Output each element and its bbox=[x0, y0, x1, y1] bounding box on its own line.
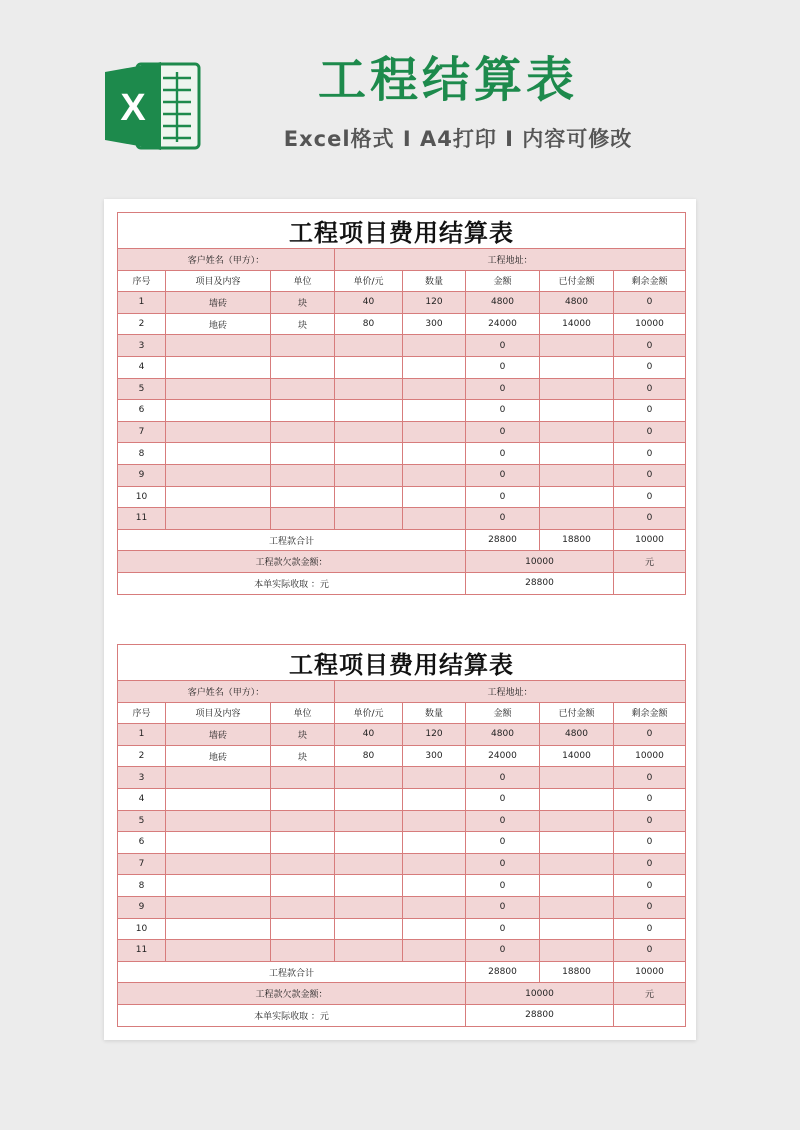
table-cell[interactable]: 0 bbox=[614, 940, 686, 962]
column-header[interactable]: 单价/元 bbox=[335, 270, 403, 292]
table-cell[interactable]: 3 bbox=[118, 335, 166, 357]
table-cell[interactable] bbox=[403, 378, 466, 400]
table-cell[interactable]: 0 bbox=[466, 378, 540, 400]
table-cell[interactable]: 24000 bbox=[466, 313, 540, 335]
table-row bbox=[118, 486, 686, 508]
table-cell[interactable]: 0 bbox=[614, 832, 686, 854]
project-address-cell[interactable]: 工程地址： bbox=[335, 249, 686, 271]
table-cell[interactable] bbox=[166, 940, 271, 962]
actual-value[interactable]: 28800 bbox=[466, 1004, 614, 1026]
table-cell[interactable]: 11 bbox=[118, 508, 166, 530]
owed-row bbox=[118, 983, 686, 1005]
table-row bbox=[118, 724, 686, 746]
table-cell[interactable] bbox=[166, 896, 271, 918]
table-cell[interactable] bbox=[271, 896, 335, 918]
total-paid[interactable]: 18800 bbox=[540, 961, 614, 983]
table-cell[interactable]: 120 bbox=[403, 292, 466, 314]
table-cell[interactable]: 0 bbox=[614, 724, 686, 746]
column-header[interactable]: 已付金额 bbox=[540, 270, 614, 292]
table-cell[interactable] bbox=[540, 421, 614, 443]
table-cell[interactable]: 0 bbox=[466, 918, 540, 940]
table-cell[interactable]: 0 bbox=[466, 896, 540, 918]
table-cell[interactable] bbox=[271, 832, 335, 854]
table-cell[interactable]: 0 bbox=[614, 464, 686, 486]
actual-blank[interactable] bbox=[614, 572, 686, 594]
table-cell[interactable] bbox=[271, 940, 335, 962]
table-cell[interactable] bbox=[335, 443, 403, 465]
table-cell[interactable] bbox=[540, 508, 614, 530]
table-cell[interactable]: 10000 bbox=[614, 745, 686, 767]
table-cell[interactable]: 14000 bbox=[540, 313, 614, 335]
table-cell[interactable]: 0 bbox=[614, 788, 686, 810]
table-cell[interactable] bbox=[335, 875, 403, 897]
total-remaining[interactable]: 10000 bbox=[614, 529, 686, 551]
table-row bbox=[118, 421, 686, 443]
owed-label[interactable]: 工程款欠款金额： bbox=[118, 983, 466, 1005]
customer-name-cell[interactable]: 客户姓名（甲方）： bbox=[118, 249, 335, 271]
table-cell[interactable] bbox=[540, 767, 614, 789]
table-cell[interactable]: 80 bbox=[335, 745, 403, 767]
table-cell[interactable] bbox=[271, 464, 335, 486]
table-row bbox=[118, 788, 686, 810]
column-header[interactable]: 数量 bbox=[403, 702, 466, 724]
table-cell[interactable] bbox=[540, 940, 614, 962]
table-cell[interactable] bbox=[540, 918, 614, 940]
table-row bbox=[118, 832, 686, 854]
table-row bbox=[118, 313, 686, 335]
table-row bbox=[118, 443, 686, 465]
table-cell[interactable]: 80 bbox=[335, 313, 403, 335]
table-cell[interactable] bbox=[271, 918, 335, 940]
column-header[interactable]: 序号 bbox=[118, 270, 166, 292]
table-cell[interactable] bbox=[540, 378, 614, 400]
table-cell[interactable] bbox=[166, 810, 271, 832]
table-cell[interactable]: 0 bbox=[614, 486, 686, 508]
owed-unit[interactable]: 元 bbox=[614, 983, 686, 1005]
sheet-paper bbox=[104, 199, 696, 1040]
actual-label[interactable]: 本单实际收取 ：元 bbox=[118, 1004, 466, 1026]
table-cell[interactable] bbox=[335, 788, 403, 810]
customer-name-cell[interactable]: 客户姓名（甲方）： bbox=[118, 681, 335, 703]
table-cell[interactable] bbox=[271, 486, 335, 508]
table-cell[interactable] bbox=[540, 832, 614, 854]
title-row bbox=[118, 645, 686, 681]
sheet-title[interactable]: 工程项目费用结算表 bbox=[118, 213, 686, 249]
table-cell[interactable]: 10 bbox=[118, 918, 166, 940]
table-cell[interactable] bbox=[166, 356, 271, 378]
table-cell[interactable] bbox=[540, 486, 614, 508]
actual-label[interactable]: 本单实际收取 ：元 bbox=[118, 572, 466, 594]
info-row bbox=[118, 249, 686, 271]
table-cell[interactable] bbox=[271, 853, 335, 875]
table-row bbox=[118, 508, 686, 530]
table-cell[interactable]: 0 bbox=[614, 356, 686, 378]
actual-row bbox=[118, 572, 686, 594]
banner bbox=[0, 0, 800, 190]
table-cell[interactable] bbox=[335, 464, 403, 486]
table-cell[interactable] bbox=[166, 918, 271, 940]
table-cell[interactable]: 5 bbox=[118, 810, 166, 832]
table-cell[interactable]: 4800 bbox=[466, 292, 540, 314]
table-cell[interactable] bbox=[403, 443, 466, 465]
table-cell[interactable] bbox=[271, 335, 335, 357]
table-cell[interactable]: 40 bbox=[335, 724, 403, 746]
table-cell[interactable] bbox=[403, 356, 466, 378]
table-row bbox=[118, 400, 686, 422]
table-cell[interactable] bbox=[335, 486, 403, 508]
table-cell[interactable] bbox=[166, 508, 271, 530]
table-cell[interactable] bbox=[403, 853, 466, 875]
table-cell[interactable] bbox=[403, 486, 466, 508]
table-cell[interactable] bbox=[540, 356, 614, 378]
table-cell[interactable]: 0 bbox=[466, 400, 540, 422]
table-cell[interactable]: 0 bbox=[466, 464, 540, 486]
table-cell[interactable] bbox=[403, 400, 466, 422]
owed-label[interactable]: 工程款欠款金额： bbox=[118, 551, 466, 573]
table-cell[interactable] bbox=[335, 896, 403, 918]
column-header[interactable]: 单位 bbox=[271, 702, 335, 724]
table-row bbox=[118, 745, 686, 767]
table-cell[interactable] bbox=[271, 400, 335, 422]
table-row bbox=[118, 378, 686, 400]
table-cell[interactable] bbox=[166, 832, 271, 854]
table-row bbox=[118, 853, 686, 875]
table-cell[interactable] bbox=[403, 875, 466, 897]
table-row bbox=[118, 940, 686, 962]
column-header[interactable]: 项目及内容 bbox=[166, 702, 271, 724]
table-cell[interactable] bbox=[403, 940, 466, 962]
table-cell[interactable]: 8 bbox=[118, 875, 166, 897]
table-cell[interactable] bbox=[335, 810, 403, 832]
table-cell[interactable]: 0 bbox=[614, 400, 686, 422]
total-paid[interactable]: 18800 bbox=[540, 529, 614, 551]
table-cell[interactable]: 地砖 bbox=[166, 745, 271, 767]
table-cell[interactable] bbox=[540, 810, 614, 832]
table-cell[interactable]: 14000 bbox=[540, 745, 614, 767]
table-cell[interactable] bbox=[166, 875, 271, 897]
column-header[interactable]: 已付金额 bbox=[540, 702, 614, 724]
table-cell[interactable]: 24000 bbox=[466, 745, 540, 767]
table-cell[interactable] bbox=[335, 767, 403, 789]
table-cell[interactable]: 0 bbox=[466, 443, 540, 465]
table-row bbox=[118, 918, 686, 940]
actual-blank[interactable] bbox=[614, 1004, 686, 1026]
table-cell[interactable]: 0 bbox=[614, 335, 686, 357]
table-row bbox=[118, 356, 686, 378]
table-cell[interactable] bbox=[540, 875, 614, 897]
table-cell[interactable]: 0 bbox=[614, 508, 686, 530]
table-cell[interactable] bbox=[540, 788, 614, 810]
table-cell[interactable]: 4 bbox=[118, 788, 166, 810]
table-cell[interactable]: 9 bbox=[118, 464, 166, 486]
table-cell[interactable] bbox=[271, 443, 335, 465]
table-cell[interactable]: 0 bbox=[466, 335, 540, 357]
table-cell[interactable] bbox=[540, 464, 614, 486]
total-label[interactable]: 工程款合计 bbox=[118, 529, 466, 551]
table-cell[interactable]: 0 bbox=[466, 421, 540, 443]
table-cell[interactable] bbox=[271, 378, 335, 400]
table-cell[interactable] bbox=[166, 335, 271, 357]
column-header[interactable]: 金额 bbox=[466, 702, 540, 724]
table-cell[interactable] bbox=[335, 918, 403, 940]
table-cell[interactable]: 11 bbox=[118, 940, 166, 962]
owed-unit[interactable]: 元 bbox=[614, 551, 686, 573]
table-cell[interactable]: 0 bbox=[466, 486, 540, 508]
table-cell[interactable]: 0 bbox=[614, 875, 686, 897]
page-subtitle: Excel格式 I A4打印 I 内容可修改 bbox=[283, 127, 633, 151]
table-cell[interactable]: 0 bbox=[614, 292, 686, 314]
table-cell[interactable]: 7 bbox=[118, 421, 166, 443]
table-cell[interactable] bbox=[403, 788, 466, 810]
table-cell[interactable]: 块 bbox=[271, 313, 335, 335]
table-cell[interactable]: 墙砖 bbox=[166, 724, 271, 746]
table-cell[interactable] bbox=[166, 853, 271, 875]
table-cell[interactable] bbox=[540, 443, 614, 465]
column-header[interactable]: 序号 bbox=[118, 702, 166, 724]
table-cell[interactable]: 2 bbox=[118, 313, 166, 335]
table-cell[interactable] bbox=[166, 443, 271, 465]
table-cell[interactable]: 0 bbox=[614, 767, 686, 789]
total-amount[interactable]: 28800 bbox=[466, 529, 540, 551]
total-remaining[interactable]: 10000 bbox=[614, 961, 686, 983]
table-cell[interactable] bbox=[335, 356, 403, 378]
actual-value[interactable]: 28800 bbox=[466, 572, 614, 594]
table-cell[interactable]: 墙砖 bbox=[166, 292, 271, 314]
table-cell[interactable]: 9 bbox=[118, 896, 166, 918]
table-cell[interactable]: 10 bbox=[118, 486, 166, 508]
project-address-cell[interactable]: 工程地址： bbox=[335, 681, 686, 703]
owed-row bbox=[118, 551, 686, 573]
table-cell[interactable] bbox=[166, 378, 271, 400]
table-cell[interactable] bbox=[335, 508, 403, 530]
table-row bbox=[118, 335, 686, 357]
column-header[interactable]: 剩余金额 bbox=[614, 270, 686, 292]
table-cell[interactable] bbox=[403, 421, 466, 443]
table-cell[interactable] bbox=[403, 767, 466, 789]
table-cell[interactable]: 0 bbox=[614, 896, 686, 918]
table-row bbox=[118, 464, 686, 486]
table-cell[interactable] bbox=[271, 356, 335, 378]
table-row bbox=[118, 292, 686, 314]
table-cell[interactable] bbox=[540, 400, 614, 422]
table-cell[interactable]: 0 bbox=[466, 788, 540, 810]
table-cell[interactable]: 300 bbox=[403, 745, 466, 767]
table-row bbox=[118, 896, 686, 918]
table-cell[interactable]: 3 bbox=[118, 767, 166, 789]
owed-value[interactable]: 10000 bbox=[466, 551, 614, 573]
table-cell[interactable] bbox=[166, 421, 271, 443]
table-cell[interactable] bbox=[166, 788, 271, 810]
table-cell[interactable]: 0 bbox=[466, 853, 540, 875]
table-cell[interactable] bbox=[271, 875, 335, 897]
table-cell[interactable]: 0 bbox=[466, 508, 540, 530]
column-header[interactable]: 金额 bbox=[466, 270, 540, 292]
table-cell[interactable]: 6 bbox=[118, 832, 166, 854]
table-cell[interactable]: 4800 bbox=[540, 292, 614, 314]
table-cell[interactable]: 0 bbox=[614, 918, 686, 940]
page-title: 工程结算表 bbox=[317, 52, 578, 108]
column-header[interactable]: 数量 bbox=[403, 270, 466, 292]
table-cell[interactable]: 0 bbox=[614, 810, 686, 832]
table-row bbox=[118, 767, 686, 789]
total-row bbox=[118, 529, 686, 551]
table-cell[interactable]: 1 bbox=[118, 292, 166, 314]
info-row bbox=[118, 681, 686, 703]
table-cell[interactable]: 0 bbox=[466, 356, 540, 378]
table-cell[interactable]: 4 bbox=[118, 356, 166, 378]
table-cell[interactable] bbox=[403, 918, 466, 940]
table-cell[interactable]: 7 bbox=[118, 853, 166, 875]
table-cell[interactable]: 地砖 bbox=[166, 313, 271, 335]
table-row bbox=[118, 810, 686, 832]
sheet-title[interactable]: 工程项目费用结算表 bbox=[118, 645, 686, 681]
table-cell[interactable] bbox=[335, 832, 403, 854]
table-cell[interactable]: 0 bbox=[466, 832, 540, 854]
table-cell[interactable]: 0 bbox=[466, 767, 540, 789]
table-cell[interactable] bbox=[540, 853, 614, 875]
table-cell[interactable] bbox=[335, 400, 403, 422]
table-cell[interactable]: 10000 bbox=[614, 313, 686, 335]
column-header[interactable]: 剩余金额 bbox=[614, 702, 686, 724]
table-cell[interactable] bbox=[166, 400, 271, 422]
table-cell[interactable] bbox=[403, 335, 466, 357]
table-cell[interactable] bbox=[271, 767, 335, 789]
table-cell[interactable] bbox=[403, 464, 466, 486]
title-row bbox=[118, 213, 686, 249]
table-cell[interactable] bbox=[166, 486, 271, 508]
table-cell[interactable]: 0 bbox=[466, 940, 540, 962]
actual-row bbox=[118, 1004, 686, 1026]
table-cell[interactable]: 4800 bbox=[540, 724, 614, 746]
table-cell[interactable]: 0 bbox=[614, 853, 686, 875]
total-amount[interactable]: 28800 bbox=[466, 961, 540, 983]
table-cell[interactable] bbox=[271, 421, 335, 443]
table-cell[interactable]: 40 bbox=[335, 292, 403, 314]
header-row bbox=[118, 702, 686, 724]
table-cell[interactable] bbox=[271, 508, 335, 530]
table-cell[interactable] bbox=[335, 853, 403, 875]
table-cell[interactable] bbox=[271, 788, 335, 810]
table-cell[interactable]: 0 bbox=[614, 443, 686, 465]
total-label[interactable]: 工程款合计 bbox=[118, 961, 466, 983]
table-cell[interactable]: 块 bbox=[271, 292, 335, 314]
table-cell[interactable] bbox=[271, 810, 335, 832]
table-cell[interactable] bbox=[166, 464, 271, 486]
table-cell[interactable]: 120 bbox=[403, 724, 466, 746]
excel-icon bbox=[103, 58, 203, 154]
table-cell[interactable] bbox=[335, 335, 403, 357]
table-cell[interactable]: 0 bbox=[466, 875, 540, 897]
table-cell[interactable]: 块 bbox=[271, 724, 335, 746]
table-cell[interactable]: 2 bbox=[118, 745, 166, 767]
table-cell[interactable]: 0 bbox=[466, 810, 540, 832]
table-cell[interactable] bbox=[403, 810, 466, 832]
table-cell[interactable]: 4800 bbox=[466, 724, 540, 746]
table-cell[interactable] bbox=[403, 832, 466, 854]
column-header[interactable]: 项目及内容 bbox=[166, 270, 271, 292]
table-row bbox=[118, 875, 686, 897]
table-cell[interactable]: 0 bbox=[614, 378, 686, 400]
settlement-table-2 bbox=[117, 644, 686, 1027]
table-cell[interactable] bbox=[540, 896, 614, 918]
logo-letter: X bbox=[120, 87, 146, 129]
table-cell[interactable]: 块 bbox=[271, 745, 335, 767]
table-cell[interactable] bbox=[403, 896, 466, 918]
table-cell[interactable] bbox=[335, 421, 403, 443]
table-cell[interactable] bbox=[540, 335, 614, 357]
total-row bbox=[118, 961, 686, 983]
settlement-table-1 bbox=[117, 212, 686, 595]
table-cell[interactable] bbox=[166, 767, 271, 789]
table-cell[interactable]: 0 bbox=[614, 421, 686, 443]
table-cell[interactable]: 300 bbox=[403, 313, 466, 335]
header-row bbox=[118, 270, 686, 292]
column-header[interactable]: 单位 bbox=[271, 270, 335, 292]
table-cell[interactable]: 8 bbox=[118, 443, 166, 465]
table-cell[interactable]: 1 bbox=[118, 724, 166, 746]
column-header[interactable]: 单价/元 bbox=[335, 702, 403, 724]
table-cell[interactable]: 5 bbox=[118, 378, 166, 400]
table-cell[interactable] bbox=[335, 378, 403, 400]
table-cell[interactable]: 6 bbox=[118, 400, 166, 422]
table-cell[interactable] bbox=[335, 940, 403, 962]
owed-value[interactable]: 10000 bbox=[466, 983, 614, 1005]
table-cell[interactable] bbox=[403, 508, 466, 530]
